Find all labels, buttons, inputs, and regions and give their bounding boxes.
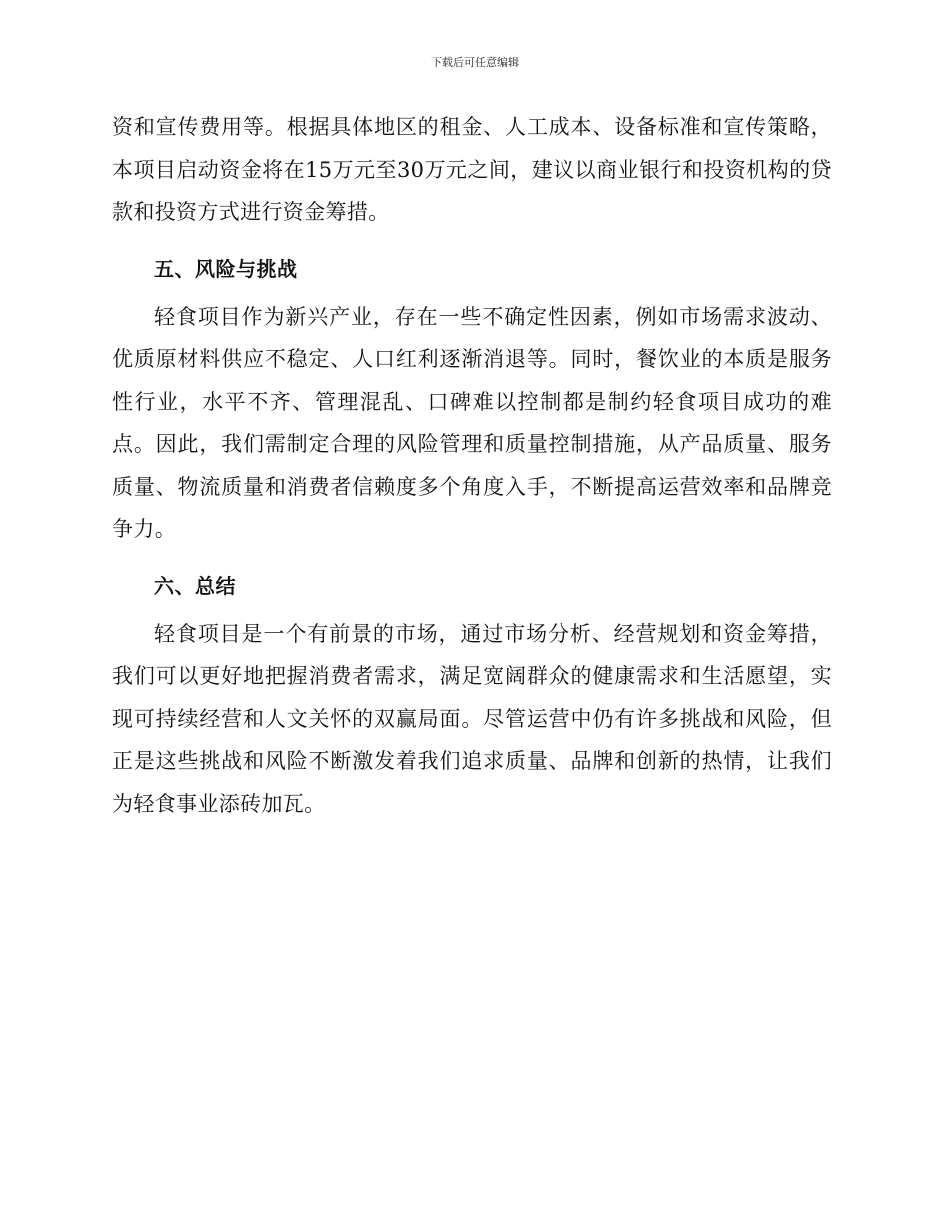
page-header: 下载后可任意编辑 — [431, 56, 519, 69]
section-spacer — [112, 551, 832, 559]
intro-paragraph: 资和宣传费用等。根据具体地区的租金、人工成本、设备标准和宣传策略，本项目启动资金将在15万元至30万元之间，建议以商业银行和投资机构的贷款和投资方式进行资金筹措。 — [112, 115, 832, 224]
section-spacer — [112, 234, 832, 242]
document-body — [112, 106, 832, 825]
section-heading-summary: 六、总结 — [154, 573, 236, 598]
summary-paragraph: 轻食项目是一个有前景的市场，通过市场分析、经营规划和资金筹措，我们可以更好地把握消费者需求，满足宽阔群众的健康需求和生活愿望，实现可持续经营和人文关怀的双赢局面。尽管运营中仍有许多挑战和风险，但正是这些挑战和风险不断激发着我们追求质量、品牌和创新的热情，让我们为轻食事业添砖加瓦。 — [112, 621, 832, 816]
section-heading-risk: 五、风险与挑战 — [154, 256, 298, 281]
risk-paragraph: 轻食项目作为新兴产业，存在一些不确定性因素，例如市场需求波动、优质原材料供应不稳定、人口红利逐渐消退等。同时，餐饮业的本质是服务性行业，水平不齐、管理混乱、口碑难以控制都是制约轻食项目成功的难点。因此，我们需制定合理的风险管理和质量控制措施，从产品质量、服务质量、物流质量和消费者信赖度多个角度入手，不断提高运营效率和品牌竞争力。 — [112, 304, 832, 541]
